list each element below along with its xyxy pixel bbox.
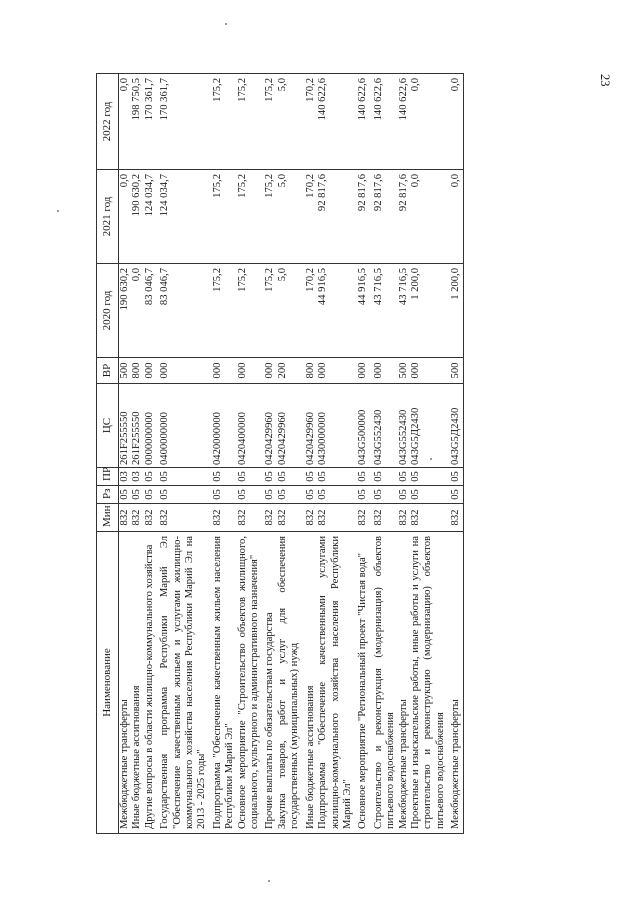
cell-pr: 03 xyxy=(119,468,132,486)
cell-y2021: 124 034,7 xyxy=(144,170,156,264)
cell-y2021: 92 817,6 xyxy=(370,170,398,264)
cell-min: 832 xyxy=(354,504,369,532)
cell-rz: 05 xyxy=(398,486,410,504)
cell-name: Межбюджетные трансферты xyxy=(447,532,463,834)
cell-vr: 500 xyxy=(119,358,132,384)
cell-pr: 05 xyxy=(237,468,262,486)
cell-vr: 000 xyxy=(156,358,209,384)
cell-min: 832 xyxy=(131,504,143,532)
cell-rz: 05 xyxy=(119,486,132,504)
cell-y2022: 170,2 xyxy=(302,74,317,170)
table-row xyxy=(209,74,237,834)
cell-vr: 500 xyxy=(447,358,463,384)
scan-speck xyxy=(57,210,59,212)
table-row xyxy=(144,74,156,834)
scan-speck xyxy=(225,23,227,25)
cell-pr: 05 xyxy=(302,468,317,486)
cell-min: 832 xyxy=(277,504,302,532)
page-number: 23 xyxy=(598,74,612,87)
cell-pr: 05 xyxy=(209,468,237,486)
cell-pr: 05 xyxy=(156,468,209,486)
cell-rz: 05 xyxy=(354,486,369,504)
cell-min: 832 xyxy=(209,504,237,532)
cell-name: Строительство и реконструкция (модернизация) объектов питьевого водоснабжения xyxy=(370,532,398,834)
cell-y2022: 170 361,7 xyxy=(144,74,156,170)
cell-cs: 043G5Д2430 xyxy=(447,384,463,468)
cell-name: Основное мероприятие "Региональный проект "Чистая вода" xyxy=(354,532,369,834)
cell-y2022: 140 622,6 xyxy=(317,74,354,170)
cell-min: 832 xyxy=(410,504,447,532)
cell-y2020: 44 916,5 xyxy=(354,264,369,358)
cell-min: 832 xyxy=(261,504,276,532)
cell-cs: 261F255550 xyxy=(131,384,143,468)
cell-rz: 05 xyxy=(144,486,156,504)
cell-y2022: 140 622,6 xyxy=(370,74,398,170)
cell-cs: 0000000000 xyxy=(144,384,156,468)
cell-vr: 000 xyxy=(354,358,369,384)
table-row xyxy=(261,74,276,834)
table-row xyxy=(317,74,354,834)
cell-min: 832 xyxy=(398,504,410,532)
cell-name: Иные бюджетные ассигнования xyxy=(302,532,317,834)
cell-cs: 043G552430 xyxy=(398,384,410,468)
cell-rz: 05 xyxy=(209,486,237,504)
cell-pr: 05 xyxy=(447,468,463,486)
cell-min: 832 xyxy=(302,504,317,532)
cell-y2020: 43 716,5 xyxy=(398,264,410,358)
cell-y2021: 0,0 xyxy=(447,170,463,264)
table-row xyxy=(237,74,262,834)
cell-y2022: 0,0 xyxy=(410,74,447,170)
table-header-row xyxy=(97,74,119,834)
cell-cs: 043G500000 xyxy=(354,384,369,468)
cell-min: 832 xyxy=(119,504,132,532)
scan-speck xyxy=(430,458,432,460)
cell-y2022: 175,2 xyxy=(261,74,276,170)
cell-vr: 800 xyxy=(302,358,317,384)
cell-name: Основное мероприятие "Строительство объектов жилищного, социального, культурного и административного назначения" xyxy=(237,532,262,834)
table-row xyxy=(131,74,143,834)
cell-vr: 000 xyxy=(317,358,354,384)
cell-y2020: 43 716,5 xyxy=(370,264,398,358)
table-row xyxy=(370,74,398,834)
cell-name: Прочие выплаты по обязательствам государства xyxy=(261,532,276,834)
cell-name: Подпрограмма "Обеспечение качественными услугами жилищно-коммунального хозяйства населения Республики Марий Эл" xyxy=(317,532,354,834)
header-2020: 2020 год xyxy=(97,264,119,358)
cell-y2021: 0,0 xyxy=(410,170,447,264)
cell-y2021: 5,0 xyxy=(277,170,302,264)
cell-cs: 043G552430 xyxy=(370,384,398,468)
cell-name: Подпрограмма "Обеспечение качественным жильем населения Республики Марий Эл" xyxy=(209,532,237,834)
table-row xyxy=(398,74,410,834)
cell-rz: 05 xyxy=(261,486,276,504)
cell-vr: 000 xyxy=(237,358,262,384)
cell-y2021: 170,2 xyxy=(302,170,317,264)
cell-vr: 000 xyxy=(144,358,156,384)
cell-y2020: 175,2 xyxy=(237,264,262,358)
cell-vr: 000 xyxy=(410,358,447,384)
table-row xyxy=(447,74,463,834)
cell-pr: 05 xyxy=(398,468,410,486)
cell-cs: 0420429960 xyxy=(261,384,276,468)
rotated-table-container xyxy=(96,74,613,834)
header-2022: 2022 год xyxy=(97,74,119,170)
header-cs: ЦС xyxy=(97,384,119,468)
table-row xyxy=(410,74,447,834)
cell-y2020: 83 046,7 xyxy=(144,264,156,358)
cell-cs: 0420429960 xyxy=(277,384,302,468)
cell-cs: 0420400000 xyxy=(237,384,262,468)
header-name: Наименование xyxy=(97,532,119,834)
cell-vr: 000 xyxy=(261,358,276,384)
cell-pr: 05 xyxy=(277,468,302,486)
cell-y2021: 92 817,6 xyxy=(317,170,354,264)
header-rz: Рз xyxy=(97,486,119,504)
cell-rz: 05 xyxy=(370,486,398,504)
cell-vr: 000 xyxy=(209,358,237,384)
cell-vr: 800 xyxy=(131,358,143,384)
table-row xyxy=(277,74,302,834)
cell-rz: 05 xyxy=(302,486,317,504)
cell-min: 832 xyxy=(370,504,398,532)
table-row xyxy=(354,74,369,834)
cell-name: Иные бюджетные ассигнования xyxy=(131,532,143,834)
cell-name: Закупка товаров, работ и услуг для обеспечения государственных (муниципальных) нужд xyxy=(277,532,302,834)
cell-min: 832 xyxy=(317,504,354,532)
cell-rz: 05 xyxy=(447,486,463,504)
cell-cs: 0420000000 xyxy=(209,384,237,468)
cell-name: Проектные и изыскательские работы, иные работы и услуги на строительство и реконструкцию (модернизацию) объектов питьевого водоснабжения xyxy=(410,532,447,834)
cell-y2022: 170 361,7 xyxy=(156,74,209,170)
cell-y2020: 175,2 xyxy=(209,264,237,358)
scan-speck xyxy=(268,880,270,882)
cell-vr: 000 xyxy=(370,358,398,384)
cell-y2021: 92 817,6 xyxy=(398,170,410,264)
cell-name: Государственная программа Республики Марий Эл "Обеспечение качественным жильем и услугами жилищно-коммунального хозяйства населения Республики Марий Эл на 2013 - 2025 годы" xyxy=(156,532,209,834)
cell-y2020: 83 046,7 xyxy=(156,264,209,358)
cell-pr: 05 xyxy=(317,468,354,486)
cell-y2022: 140 622,6 xyxy=(354,74,369,170)
cell-pr: 05 xyxy=(370,468,398,486)
cell-y2022: 0,0 xyxy=(119,74,132,170)
cell-y2021: 175,2 xyxy=(209,170,237,264)
cell-y2021: 124 034,7 xyxy=(156,170,209,264)
cell-rz: 05 xyxy=(131,486,143,504)
cell-min: 832 xyxy=(144,504,156,532)
header-2021: 2021 год xyxy=(97,170,119,264)
cell-pr: 05 xyxy=(354,468,369,486)
header-vr: ВР xyxy=(97,358,119,384)
cell-y2022: 140 622,6 xyxy=(398,74,410,170)
cell-y2020: 1 200,0 xyxy=(447,264,463,358)
cell-y2022: 0,0 xyxy=(447,74,463,170)
header-pr: ПР xyxy=(97,468,119,486)
cell-y2021: 190 630,2 xyxy=(131,170,143,264)
cell-y2022: 175,2 xyxy=(237,74,262,170)
cell-y2020: 170,2 xyxy=(302,264,317,358)
cell-rz: 05 xyxy=(237,486,262,504)
cell-rz: 05 xyxy=(410,486,447,504)
cell-y2020: 44 916,5 xyxy=(317,264,354,358)
table-row xyxy=(119,74,132,834)
cell-name: Межбюджетные трансферты xyxy=(398,532,410,834)
cell-y2021: 175,2 xyxy=(237,170,262,264)
cell-y2022: 5,0 xyxy=(277,74,302,170)
cell-y2020: 5,0 xyxy=(277,264,302,358)
cell-y2020: 190 630,2 xyxy=(119,264,132,358)
cell-name: Межбюджетные трансферты xyxy=(119,532,132,834)
cell-vr: 500 xyxy=(398,358,410,384)
cell-cs: 0420429960 xyxy=(302,384,317,468)
cell-pr: 05 xyxy=(144,468,156,486)
cell-rz: 05 xyxy=(317,486,354,504)
cell-min: 832 xyxy=(447,504,463,532)
cell-y2020: 1 200,0 xyxy=(410,264,447,358)
cell-pr: 05 xyxy=(261,468,276,486)
budget-table xyxy=(96,73,464,834)
cell-y2020: 175,2 xyxy=(261,264,276,358)
cell-y2022: 198 750,5 xyxy=(131,74,143,170)
cell-cs: 0430000000 xyxy=(317,384,354,468)
cell-cs: 261F255550 xyxy=(119,384,132,468)
cell-min: 832 xyxy=(237,504,262,532)
cell-pr: 03 xyxy=(131,468,143,486)
cell-vr: 200 xyxy=(277,358,302,384)
cell-name: Другие вопросы в области жилищно-коммунального хозяйства xyxy=(144,532,156,834)
cell-cs: 0400000000 xyxy=(156,384,209,468)
header-min: Мин xyxy=(97,504,119,532)
cell-rz: 05 xyxy=(156,486,209,504)
cell-y2021: 0,0 xyxy=(119,170,132,264)
table-body xyxy=(119,74,464,834)
cell-cs: 043G5Д2430 xyxy=(410,384,447,468)
cell-y2021: 175,2 xyxy=(261,170,276,264)
table-row xyxy=(156,74,209,834)
cell-pr: 05 xyxy=(410,468,447,486)
cell-y2020: 0,0 xyxy=(131,264,143,358)
cell-y2022: 175,2 xyxy=(209,74,237,170)
table-row xyxy=(302,74,317,834)
cell-y2021: 92 817,6 xyxy=(354,170,369,264)
cell-min: 832 xyxy=(156,504,209,532)
cell-rz: 05 xyxy=(277,486,302,504)
